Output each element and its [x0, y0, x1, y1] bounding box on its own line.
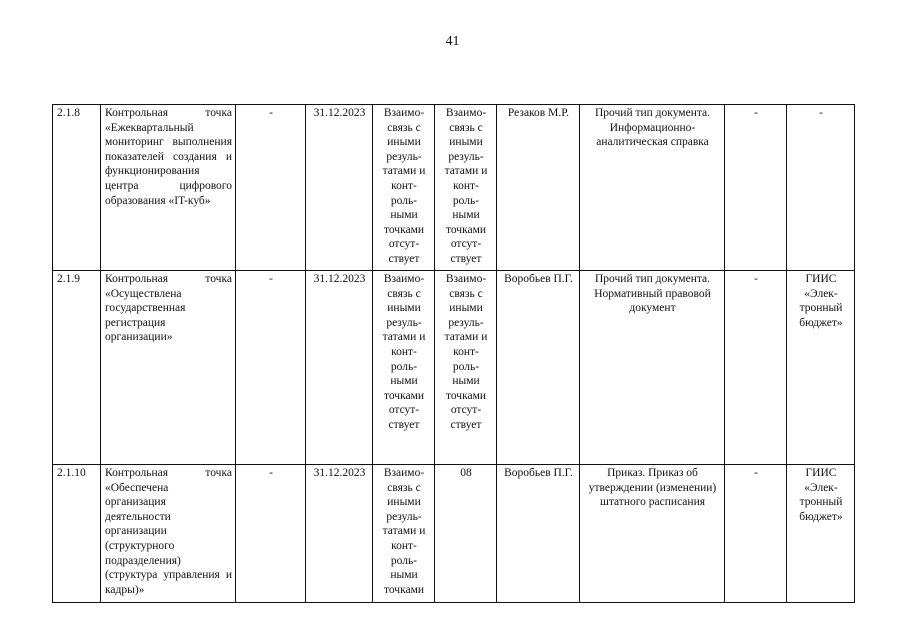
deadline-date: 31.12.2023: [306, 465, 373, 603]
responsible-person: Воробьев П.Г.: [497, 271, 580, 465]
empty-cell: -: [236, 271, 306, 465]
information-system: -: [787, 105, 855, 271]
control-points-table: [52, 104, 855, 603]
responsible-person: Воробьев П.Г.: [497, 465, 580, 603]
table-row: [53, 105, 855, 271]
empty-cell: -: [236, 105, 306, 271]
table-row: [53, 465, 855, 603]
relation-cell: Взаимо- связь с иными резуль- татами и конт- роль- ными точками: [373, 465, 435, 603]
control-point-name: Контрольная точка «Ежеквартальный мониторинг выполнения показателей создания и функционирования центра цифрового образования «IT-куб»: [101, 105, 236, 271]
empty-cell: -: [236, 465, 306, 603]
empty-cell: -: [725, 105, 787, 271]
row-number: 2.1.9: [53, 271, 101, 465]
relation-cell: Взаимо- связь с иными резуль- татами и конт- роль- ными точками отсут- ствует: [435, 105, 497, 271]
row-number: 2.1.10: [53, 465, 101, 603]
information-system: ГИИС «Элек- тронный бюджет»: [787, 271, 855, 465]
page-number: 41: [445, 34, 460, 49]
document-type: Прочий тип документа. Информационно- аналитическая справка: [580, 105, 725, 271]
deadline-date: 31.12.2023: [306, 271, 373, 465]
control-point-name: Контрольная точка «Осуществлена государственная регистрация организации»: [101, 271, 236, 465]
table-row: [53, 271, 855, 465]
empty-cell: -: [725, 271, 787, 465]
row-number: 2.1.8: [53, 105, 101, 271]
relation-cell: Взаимо- связь с иными резуль- татами и конт- роль- ными точками отсут- ствует: [373, 105, 435, 271]
document-type: Прочий тип документа. Нормативный правовой документ: [580, 271, 725, 465]
relation-cell: Взаимо- связь с иными резуль- татами и конт- роль- ными точками отсут- ствует: [373, 271, 435, 465]
control-point-name: Контрольная точка «Обеспечена организация деятельности организации (структурного подразделения) (структура управления и кадры)»: [101, 465, 236, 603]
information-system: ГИИС «Элек- тронный бюджет»: [787, 465, 855, 603]
document-type: Приказ. Приказ об утверждении (изменении) штатного расписания: [580, 465, 725, 603]
deadline-date: 31.12.2023: [306, 105, 373, 271]
relation-cell: 08: [435, 465, 497, 603]
empty-cell: -: [725, 465, 787, 603]
responsible-person: Резаков М.Р.: [497, 105, 580, 271]
relation-cell: Взаимо- связь с иными резуль- татами и конт- роль- ными точками отсут- ствует: [435, 271, 497, 465]
